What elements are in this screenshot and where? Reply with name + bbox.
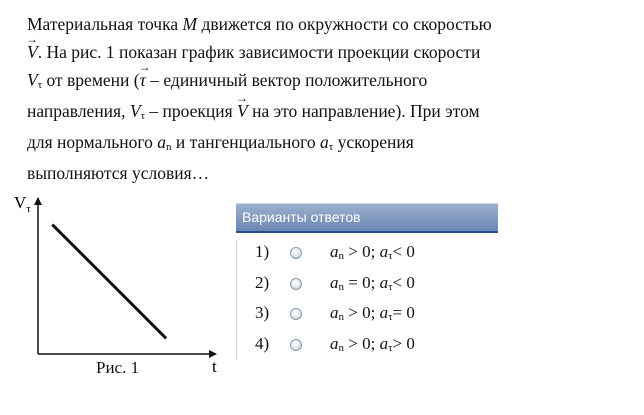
plot-series bbox=[52, 225, 166, 339]
answer-option-4[interactable] bbox=[236, 331, 498, 359]
point-symbol: M bbox=[182, 14, 198, 34]
option-number: 3) bbox=[255, 303, 270, 322]
option-label: $a_n > 0$; $a_\tau> 0$ bbox=[330, 334, 415, 354]
option-number: 4) bbox=[255, 334, 270, 353]
x-axis-label: t bbox=[212, 357, 217, 376]
option-radio-button[interactable] bbox=[290, 339, 302, 351]
problem-line-1: Материальная точка M движется по окружности со скоростью bbox=[27, 14, 492, 34]
option-number: 1) bbox=[255, 242, 270, 261]
option-radio-button[interactable] bbox=[290, 247, 302, 259]
option-number: 2) bbox=[255, 273, 270, 292]
problem-line-3: $V_\tau$ от времени (→ τ – единичный вектор положительного bbox=[27, 66, 627, 97]
velocity-line bbox=[52, 225, 166, 339]
answer-options-panel bbox=[236, 203, 498, 358]
option-radio-button[interactable] bbox=[290, 308, 302, 320]
answer-options-list bbox=[236, 233, 498, 361]
y-axis-label: $V_\tau$ bbox=[14, 193, 31, 215]
problem-line-4: направления, $V_\tau$ – проекция → V на это направление). При этом bbox=[27, 97, 627, 128]
problem-line-6: выполняются условия… bbox=[27, 163, 210, 183]
problem-line-5: для нормального $a_n$ и тангенциального $a_\tau$ ускорения bbox=[27, 132, 414, 153]
answer-option-2[interactable] bbox=[236, 270, 498, 298]
option-label: $a_n = 0$; $a_\tau< 0$ bbox=[330, 273, 415, 293]
velocity-vector-symbol: → V bbox=[27, 38, 38, 66]
problem-statement bbox=[27, 10, 627, 187]
velocity-time-graph bbox=[0, 186, 230, 386]
unit-vector-symbol: → τ bbox=[140, 66, 146, 94]
velocity-projection-symbol: V bbox=[27, 70, 38, 90]
option-label: $a_n > 0$; $a_\tau< 0$ bbox=[330, 242, 415, 262]
answer-options-header: Варианты ответов bbox=[236, 203, 498, 233]
figure-caption: Рис. 1 bbox=[96, 358, 140, 377]
answer-option-1[interactable] bbox=[236, 239, 498, 267]
problem-line-2: → V. На рис. 1 показан график зависимости проекции скорости bbox=[27, 38, 627, 66]
option-radio-button[interactable] bbox=[290, 278, 302, 290]
option-label: $a_n > 0$; $a_\tau= 0$ bbox=[330, 303, 415, 323]
answer-option-3[interactable] bbox=[236, 300, 498, 328]
